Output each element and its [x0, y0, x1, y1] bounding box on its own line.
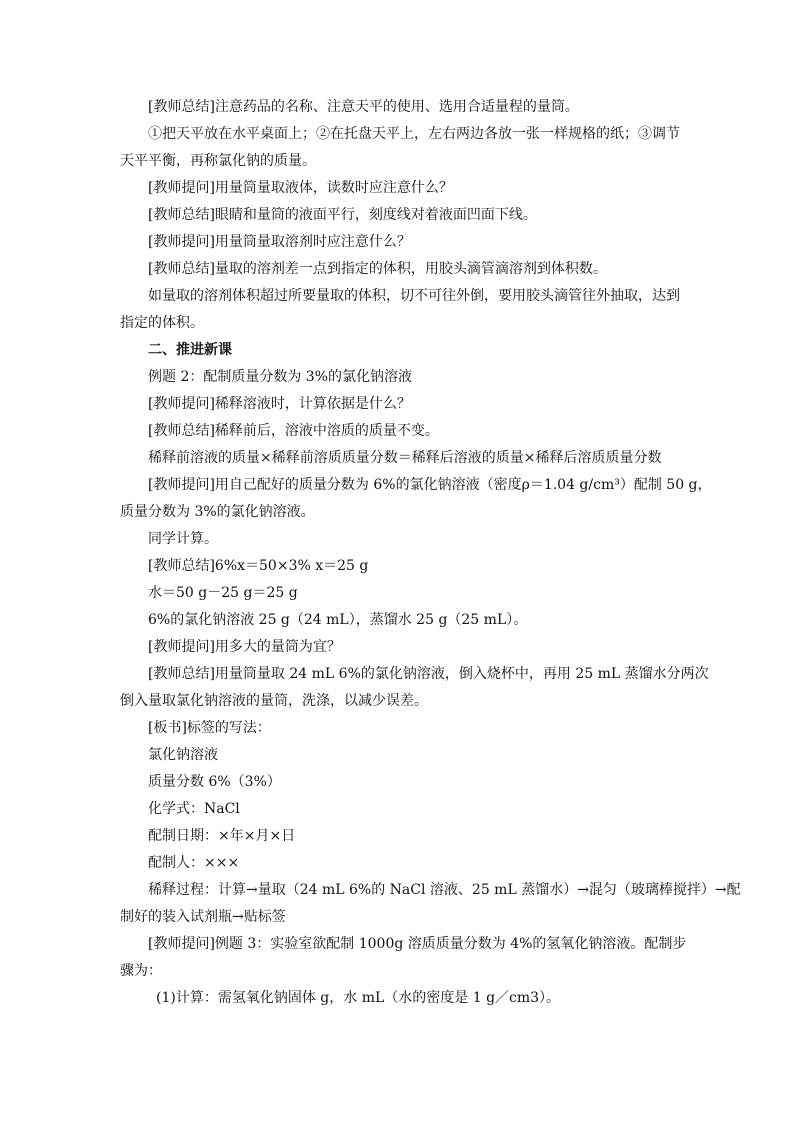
text-line: 例题 2：配制质量分数为 3%的氯化钠溶液 [148, 369, 413, 385]
text-line: ①把天平放在水平桌面上；②在托盘天平上，左右两边各放一张一样规格的纸；③调节 [148, 126, 680, 142]
text-line: [教师提问]用量筒量取溶剂时应注意什么？ [148, 234, 411, 250]
text-line: 氯化钠溶液 [148, 747, 218, 763]
text-line: [教师总结]稀释前后，溶液中溶质的质量不变。 [148, 423, 439, 439]
text-line: 6%的氯化钠溶液 25 g（24 mL），蒸馏水 25 g（25 mL）。 [148, 612, 528, 628]
text-line: [教师提问]稀释溶液时，计算依据是什么？ [148, 396, 411, 412]
text-line: 同学计算。 [148, 531, 218, 547]
text-line: [教师总结]量取的溶剂差一点到指定的体积，用胶头滴管滴溶剂到体积数。 [148, 261, 607, 277]
text-line: 配制日期：×年×月×日 [148, 828, 296, 844]
text-line: 天平平衡，再称氯化钠的质量。 [120, 153, 316, 169]
text-line: (1)计算：需氢氧化钠固体 g，水 mL（水的密度是 1 g／cm3）。 [156, 990, 561, 1006]
text-line: 稀释前溶液的质量×稀释前溶质质量分数＝稀释后溶液的质量×稀释后溶质质量分数 [148, 450, 662, 466]
text-line: 骤为： [120, 963, 162, 979]
text-line: 配制人：××× [148, 855, 240, 871]
document-body [120, 94, 741, 1012]
text-line: 倒入量取氯化钠溶液的量筒，洗涤，以减少误差。 [120, 693, 428, 709]
text-line: [教师总结]注意药品的名称、注意天平的使用、选用合适量程的量筒。 [148, 99, 579, 115]
text-line: [教师总结]眼睛和量筒的液面平行，刻度线对着液面凹面下线。 [148, 207, 537, 223]
text-line: 化学式：NaCl [148, 801, 240, 817]
text-line: [教师提问]用量筒量取液体，读数时应注意什么？ [148, 180, 453, 196]
text-line: 水＝50 g－25 g＝25 g [148, 585, 298, 601]
section-heading: 二、推进新课 [148, 342, 232, 358]
text-line: 如量取的溶剂体积超过所要量取的体积，切不可往外倒，要用胶头滴管往外抽取，达到 [148, 288, 680, 304]
text-line: [教师总结]6%x＝50×3% x＝25 g [148, 558, 369, 574]
text-line: 质量分数为 3%的氯化钠溶液。 [120, 504, 315, 520]
text-line: [板书]标签的写法： [148, 720, 271, 736]
text-line: [教师总结]用量筒量取 24 mL 6%的氯化钠溶液，倒入烧杯中，再用 25 mL 蒸馏水分两次 [148, 666, 709, 682]
text-line: 稀释过程：计算→量取（24 mL 6%的 NaCl 溶液、25 mL 蒸馏水）→混匀（玻璃棒搅拌）→配 [148, 882, 741, 898]
text-line: 质量分数 6%（3%） [148, 774, 281, 790]
text-line: [教师提问]例题 3：实验室欲配制 1000g 溶质质量分数为 4%的氢氧化钠溶液。配制步 [148, 936, 687, 952]
text-line: 制好的装入试剂瓶→贴标签 [120, 909, 286, 925]
text-line: 指定的体积。 [120, 315, 204, 331]
text-line: [教师提问]用自己配好的质量分数为 6%的氯化钠溶液（密度ρ＝1.04 g/cm³）配制 50 g， [148, 477, 712, 493]
text-line: [教师提问]用多大的量筒为宜？ [148, 639, 341, 655]
